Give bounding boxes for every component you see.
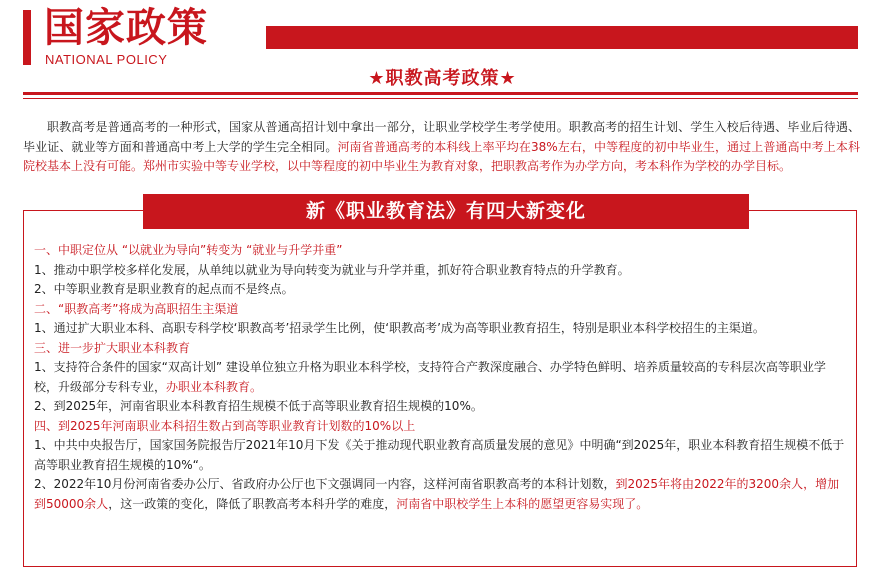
change-heading-4: 四、到2025年河南职业本科招生数占到高等职业教育计划数的10%以上 (34, 418, 416, 433)
intro-paragraph (23, 118, 860, 177)
change-item-4-2-highlight-b: 河南省中职校学生上本科的愿望更容易实现了。 (396, 496, 649, 511)
section-rule-thin (23, 98, 858, 99)
change-item-4-1: 1、中共中央报告厅，国家国务院报告厅2021年10月下发《关于推动现代职业教育高质量发展的意见》中明确“到2025年，职业本科教育招生规模不低于高等职业教育招生规模的10%“。 (34, 438, 845, 472)
change-heading-1: 一、中职定位从 “以就业为导向”转变为 “就业与升学并重” (34, 243, 343, 257)
changes-banner: 新《职业教育法》有四大新变化 (143, 194, 749, 229)
change-item-3-1-text: 1、支持符合条件的国家“双高计划” 建设单位独立升格为职业本科学校，支持符合产教深度融合、办学特色鲜明、培养质量较高的专科层次高等职业学校，升级部分专科专业， (34, 360, 826, 394)
change-item-4-2-text-b: ，这一政策的变化，降低了职教高考本科升学的难度， (108, 496, 397, 511)
change-item-1-1: 1、推动中职学校多样化发展，从单纯以就业为导向转变为就业与升学并重，抓好符合职业教育特点的升学教育。 (34, 262, 630, 277)
intro-text-highlight: 河南省普通高考的本科线上率平均在38%左右，中等程度的初中毕业生，通过上普通高中考上本科院校基本上没有可能。郑州市实验中等专业学校，以中等程度的初中毕业生为教育对象，把职教高考作为办学方向，考本科作为学校的办学目标。 (23, 139, 860, 173)
change-item-3-1-highlight: 办职业本科教育。 (166, 379, 263, 394)
header-accent-bar (23, 10, 31, 65)
header-red-band (266, 26, 858, 49)
header-title: 国家政策 (44, 5, 208, 51)
change-item-4-2 (34, 475, 849, 514)
change-item-3-2: 2、到2025年，河南省职业本科教育招生规模不低于高等职业教育招生规模的10%。 (34, 399, 483, 413)
change-item-4-2-highlight-a: 到2025年将由2022年的3200余人，增加到50000余人 (34, 477, 840, 511)
change-heading-2: 二、“职教高考”将成为高职招生主渠道 (34, 301, 239, 316)
section-rule-thick (23, 92, 858, 95)
intro-text: 职教高考是普通高考的一种形式，国家从普通高招计划中拿出一部分，让职业学校学生考学使用。职教高考的招生计划、学生入校后待遇、毕业后待遇、毕业证、就业等方面和普通高中考上大学的学生完全相同。 (23, 120, 860, 154)
header-subtitle: NATIONAL POLICY (45, 52, 168, 67)
change-item-3-1 (34, 358, 849, 397)
change-item-4-2-text-a: 2、2022年10月份河南省委办公厅、省政府办公厅也下文强调同一内容，这样河南省职教高考的本科计划数， (34, 477, 616, 491)
change-item-1-2: 2、中等职业教育是职业教育的起点而不是终点。 (34, 282, 294, 296)
change-item-2-1: 1、通过扩大职业本科、高职专科学校‘职教高考’招录学生比例，使‘职教高考’成为高等职业教育招生，特别是职业本科学校招生的主渠道。 (34, 321, 765, 335)
changes-content (34, 241, 849, 514)
change-heading-3: 三、进一步扩大职业本科教育 (34, 340, 191, 355)
section-title: ★职教高考政策★ (368, 68, 517, 89)
